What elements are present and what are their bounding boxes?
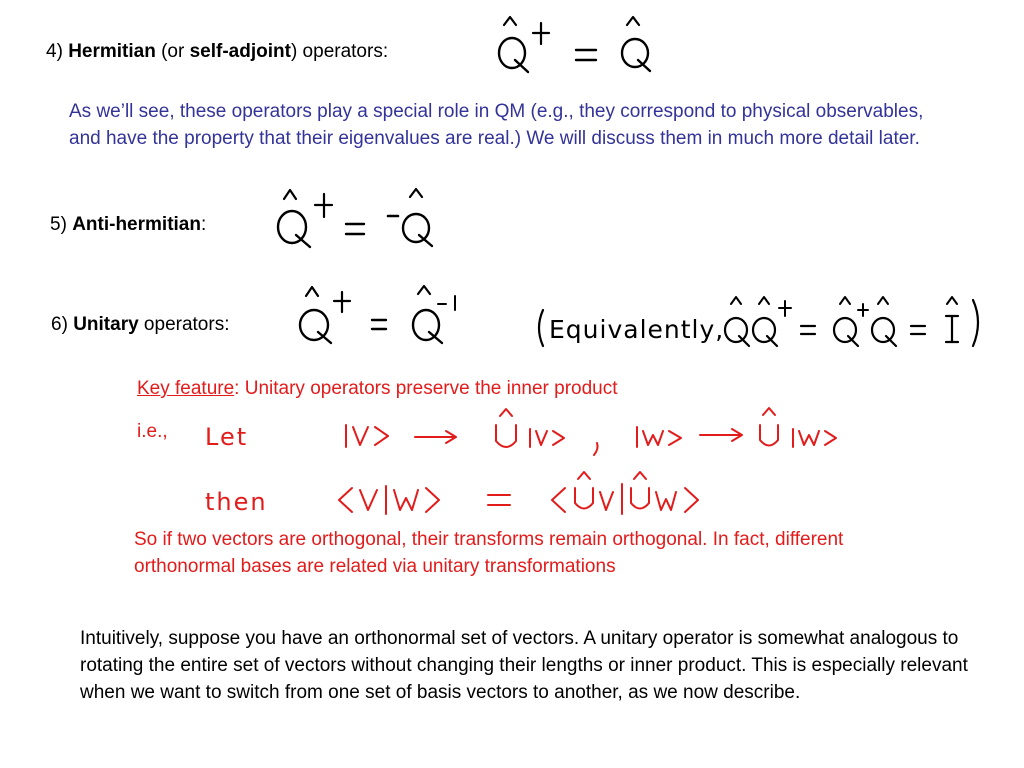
svg-text:Equivalently,: Equivalently, — [549, 315, 725, 344]
unitary-equivalent-equation — [533, 290, 988, 355]
item-hermitian-heading — [46, 38, 388, 65]
term-anti-hermitian: Anti-hermitian — [72, 214, 201, 235]
let-mapping-equation — [200, 405, 850, 460]
hermitian-equation — [490, 8, 660, 76]
heading-text: ) operators: — [290, 41, 389, 62]
term-hermitian: Hermitian — [68, 41, 156, 62]
item-number: 6) — [51, 314, 74, 335]
item-number: 4) — [46, 41, 69, 62]
item-antihermitian-heading — [50, 211, 206, 238]
heading-text: : — [200, 214, 207, 235]
ie-label: i.e., — [137, 421, 168, 442]
key-feature-text: : Unitary operators preserve the inner product — [234, 378, 618, 399]
svg-text:Let: Let — [205, 423, 249, 451]
then-inner-product-equation — [200, 470, 720, 525]
heading-text: operators: — [138, 314, 230, 335]
hermitian-note: As we’ll see, these operators play a special role in QM (e.g., they correspond to physical observables, and have the property that their eigenvalues are real.) We will discuss them in much more detail later. — [69, 101, 924, 149]
item-number: 5) — [50, 214, 73, 235]
unitary-equation — [292, 280, 472, 352]
orthogonal-note: So if two vectors are orthogonal, their transforms remain orthogonal. In fact, different orthonormal bases are related via unitary transformations — [134, 529, 844, 577]
key-feature-label: Key feature — [137, 378, 235, 399]
term-self-adjoint: self-adjoint — [189, 41, 291, 62]
item-unitary-heading — [51, 311, 229, 338]
intuition-paragraph: Intuitively, suppose you have an orthonormal set of vectors. A unitary operator is somewhat analogous to rotating the entire set of vectors without changing their lengths or inner product. This is especially relevant when we want to switch from one set of basis vectors to another, as we now describe. — [80, 628, 968, 703]
heading-text: (or — [155, 41, 190, 62]
svg-text:then: then — [205, 488, 268, 516]
term-unitary: Unitary — [73, 314, 139, 335]
key-feature-line — [137, 375, 618, 402]
antihermitian-equation — [270, 180, 445, 252]
